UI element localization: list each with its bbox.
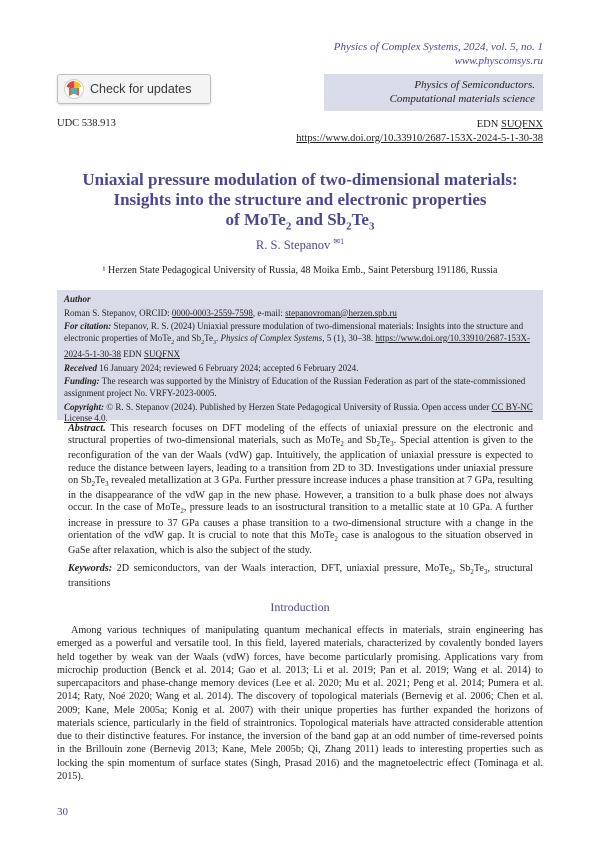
- citation-doi-link[interactable]: https://www.doi.org/10.33910/2687-153X-2024-5-1-30-38: [64, 332, 530, 360]
- abstract: [68, 423, 533, 597]
- journal-header: [334, 40, 543, 68]
- keywords-subscript: 2: [449, 568, 453, 577]
- journal-citation: Physics of Complex Systems, 2024, vol. 5, no. 1: [333, 41, 543, 53]
- check-for-updates-label: Check for updates: [90, 82, 192, 96]
- orcid-link[interactable]: 0000-0003-2559-7598: [171, 307, 253, 318]
- keywords-part: , structural transitions: [68, 563, 533, 590]
- title-line-1: Uniaxial pressure modulation of two-dimensional materials:: [82, 170, 518, 189]
- abstract-subscript: 2: [91, 479, 96, 488]
- license-end: .: [105, 413, 108, 424]
- keywords: [68, 563, 533, 590]
- title-part: and Sb: [291, 210, 347, 229]
- citation-journal: Physics of Complex Systems: [220, 332, 323, 343]
- title-part: Te: [351, 210, 369, 229]
- email-link[interactable]: stepanovroman@herzen.spb.ru: [285, 307, 397, 318]
- introduction-paragraph: Among various techniques of manipulating quantum mechanical effects in materials, strain engineering has emerged as a powerful and versatile tool. In this field, layered materials, characterized by covalently bonded layers held together by weak van der Waals (vdW) forces, have become particularly promising. Applications vary from microchip production (Benck et al. 2014; Gao et al. 2013; Li et al. 2019; Pan et al. 2019; Wang et al. 2014) to supercapacitors and phase-change memory devices (Lee et al. 2020; Mu et al. 2021; Peng et al. 2014; Pumera et al. 2014; Raty, Noé 2020; Wang et al. 2014). The discovery of topological materials (Bernevig et al. 2006; Chen et al. 2009; Kane, Mele 2005a; Konig et al. 2007) with their unique properties has further expanded the horizons of materials science, particularly in the field of straintronics. Topological materials have attracted considerable attention due to their distinctive features. For instance, the inversion of the band gap at an odd number of time-reversed points in the Brillouin zone (Bernevig 2013; Kane, Mele 2005b; Qi, Zhang 2011) leads to interesting properties such as locking the spin momentum of surface states (Singh, Prasad 2016) and the magnetoelectric effect (Tominaga et al. 2015).: [57, 625, 543, 782]
- title-subscript: 2: [285, 220, 292, 233]
- keywords-part: , Sb: [452, 563, 471, 575]
- abstract-part: , pressure leads to an isostructural transition to a metallic state at 10 GPa. A further increase in pressure to 37 GPa causes a phase transition to a two-dimensional structure with a change in the orientation of the vdW gap. It is crucial to note that this MoTe: [68, 502, 533, 541]
- author-heading: Author: [64, 294, 91, 304]
- citation-edn-link[interactable]: SUQFNX: [144, 349, 181, 360]
- edn-doi-block: [296, 118, 543, 145]
- copyright-text: © R. S. Stepanov (2024). Published by Herzen State Pedagogical University of Russia. Open access under: [104, 401, 492, 412]
- abstract-subscript: 2: [376, 440, 381, 449]
- citation: [64, 321, 536, 361]
- citation-heading: For citation:: [64, 321, 112, 332]
- abstract-subscript: 2: [340, 440, 344, 449]
- abstract-part: revealed metallization at 3 GPa. Further pressure increase induces a phase transition at 7 GPa, resulting in the disappearance of the vdW gap in the new phase. However, a transition to a bulk phase does not always occur. In the case of MoTe: [68, 474, 534, 514]
- author-contact-prefix: Roman S. Stepanov, ORCID:: [64, 307, 172, 318]
- author-line: [57, 237, 543, 253]
- affiliation: ¹ Herzen State Pedagogical University of Russia, 48 Moika Emb., Saint Petersburg 191186, Russia: [102, 265, 498, 276]
- keywords-subscript: 3: [483, 568, 488, 577]
- copyright-heading: Copyright:: [64, 401, 105, 412]
- funding: [64, 376, 536, 399]
- email-prefix: , e-mail:: [252, 307, 286, 318]
- page-number: 30: [57, 806, 68, 818]
- article-info-box: [57, 290, 543, 424]
- abstract-subscript: 2: [334, 534, 338, 543]
- title-subscript: 2: [346, 220, 352, 233]
- title-subscript: 3: [368, 220, 375, 233]
- keywords-part: Te: [473, 563, 484, 575]
- keywords-part: 2D semiconductors, van der Waals interaction, DFT, uniaxial pressure, MoTe: [112, 563, 450, 575]
- abstract-text: [68, 423, 533, 557]
- article-title: [57, 170, 543, 236]
- author-marks[interactable]: ✉1: [333, 237, 345, 246]
- copyright: [64, 402, 536, 425]
- udc-code: UDC 538.913: [57, 118, 116, 129]
- title-part: of MoTe: [225, 210, 286, 229]
- abstract-subscript: 3: [105, 479, 109, 488]
- received-dates: [64, 363, 536, 375]
- doi-link[interactable]: https://www.doi.org/10.33910/2687-153X-2024-5-1-30-38: [296, 132, 543, 144]
- citation-subscript: 2: [171, 339, 175, 346]
- citation-subscript: 3: [212, 339, 216, 346]
- title-line-2: Insights into the structure and electronic properties: [113, 190, 487, 209]
- section-heading-introduction: Introduction: [270, 600, 330, 614]
- abstract-part: Te: [380, 435, 391, 447]
- abstract-part: . Special attention is given to the reconfiguration of the van der Waals (vdW) gap. Intuitively, the application of uniaxial pressure is expected to reduce the distance between layers, leading to a transition from 2D to 3D. Investigations under uniaxial pressure on Sb: [68, 435, 533, 486]
- section-line-1: Physics of Semiconductors.: [414, 79, 535, 91]
- citation-subscript: 2: [201, 339, 205, 346]
- received-text: 16 January 2024; reviewed 6 February 2024; accepted 6 February 2024.: [96, 362, 359, 373]
- abstract-part: This research focuses on DFT modeling of the effects of uniaxial pressure on the electronic and structural properties of two-dimensional materials, such as MoTe: [68, 423, 533, 447]
- edn-link[interactable]: SUQFNX: [500, 119, 543, 130]
- journal-section-box: [324, 74, 543, 111]
- funding-text: The research was supported by the Ministry of Education of the Russian Federation as part of the state-commissioned assignment project No. VRFY-2023-0005.: [64, 376, 526, 398]
- edn-line: [296, 118, 543, 132]
- section-line-2: Computational materials science: [389, 92, 535, 105]
- funding-heading: Funding:: [64, 376, 100, 387]
- license-link[interactable]: CC BY-NC License 4.0: [64, 401, 533, 424]
- author-name: R. S. Stepanov: [255, 238, 331, 253]
- title-line-3: [57, 210, 543, 236]
- journal-website[interactable]: www.physcomsys.ru: [454, 55, 543, 67]
- received-heading: Received: [64, 362, 97, 373]
- citation-text: Stepanov, R. S. (2024) Uniaxial pressure modulation of two-dimensional materials: Insights into the structure and electronic properties of MoTe: [64, 321, 524, 343]
- citation-text: , 5 (1), 30–38.: [322, 332, 376, 343]
- abstract-part: and Sb: [343, 435, 377, 447]
- abstract-subscript: 3: [390, 440, 394, 449]
- check-for-updates-button[interactable]: [57, 74, 211, 104]
- citation-text: Te: [204, 332, 213, 343]
- citation-text: and Sb: [174, 332, 202, 343]
- citation-text: .: [215, 332, 221, 343]
- edn-prefix: EDN: [476, 119, 501, 130]
- abstract-subscript: 2: [180, 507, 184, 516]
- crossmark-icon: [64, 79, 84, 99]
- abstract-part: Te: [95, 474, 106, 486]
- citation-edn-prefix: EDN: [121, 349, 144, 360]
- abstract-heading: Abstract.: [68, 423, 106, 434]
- author-contact: [64, 308, 536, 320]
- keywords-subscript: 2: [470, 568, 474, 577]
- keywords-heading: Keywords:: [68, 563, 113, 575]
- abstract-part: case is analogous to the situation observed in GaSe after relaxation, which is also the subject of the study.: [68, 529, 533, 556]
